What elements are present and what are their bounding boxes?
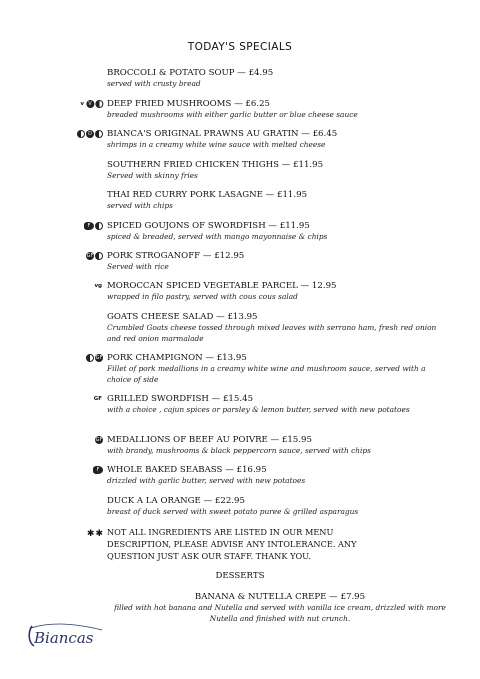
notice-text: NOT ALL INGREDIENTS ARE LISTED IN OUR MENU DESCRIPTION, PLEASE ADVISE ANY INTOLERANCE. ANY QUESTION JUST ASK OUR STAFF. THANK YOU. <box>107 527 357 561</box>
menu-item <box>95 353 447 385</box>
item-name: MEDALLIONS OF BEEF AU POIVRE — £15.95 <box>107 435 312 445</box>
menu-item <box>107 68 467 90</box>
menu-item <box>94 281 467 303</box>
allergy-notice <box>86 526 387 562</box>
dessert-description: filled with hot banana and Nutella and served with vanilla ice cream, drizzled with more Nutella and finished with nut crunch. <box>114 603 446 623</box>
gluten-icon <box>95 130 103 138</box>
dessert-name: BANANA & NUTELLA CREPE — £7.95 <box>194 592 366 602</box>
dessert-item <box>110 592 450 624</box>
menu-item <box>96 465 467 487</box>
item-description: with a choice , cajun spices or parsley & lemon butter, served with new potatoes <box>107 405 410 414</box>
biancas-logo <box>26 622 106 650</box>
item-description: served with chips <box>107 201 173 210</box>
fish-icon: F <box>84 222 94 230</box>
item-description: breast of duck served with sweet potato puree & grilled asparagus <box>107 507 359 516</box>
dairy-icon <box>95 252 103 260</box>
item-name: SPICED GOUJONS OF SWORDFISH — £11.95 <box>107 221 310 231</box>
item-name: SOUTHERN FRIED CHICKEN THIGHS — £11.95 <box>107 160 324 170</box>
gluten-icon <box>95 222 103 230</box>
dairy-icon: D <box>86 130 94 138</box>
allergen-icons <box>77 130 103 138</box>
menu-item <box>86 251 467 273</box>
allergen-icons <box>79 100 103 108</box>
menu-item <box>107 312 447 344</box>
menu-item <box>107 496 467 518</box>
item-description: drizzled with garlic butter, served with new potatoes <box>107 476 306 485</box>
item-name: THAI RED CURRY PORK LASAGNE — £11.95 <box>107 190 308 200</box>
item-name: DEEP FRIED MUSHROOMS — £6.25 <box>107 99 271 109</box>
item-description: wrapped in filo pastry, served with cous cous salad <box>107 292 298 301</box>
dairy-icon <box>86 354 94 362</box>
allergen-icons <box>93 282 103 290</box>
notice-icons <box>87 528 103 540</box>
item-name: GRILLED SWORDFISH — £15.45 <box>107 394 254 404</box>
logo-text: Biancas <box>34 629 94 647</box>
page-title: TODAY'S SPECIALS <box>187 41 293 53</box>
allergen-icons <box>86 252 103 260</box>
gluten-free-icon: GF <box>95 355 103 361</box>
item-description: Served with rice <box>107 262 169 271</box>
allergen-icons <box>95 436 103 444</box>
item-name: MOROCCAN SPICED VEGETABLE PARCEL — 12.95 <box>107 281 337 291</box>
item-name: PORK CHAMPIGNON — £13.95 <box>107 353 247 363</box>
gluten-free-icon: GF <box>86 253 94 259</box>
item-name: BROCCOLI & POTATO SOUP — £4.95 <box>107 68 274 78</box>
menu-item <box>93 394 447 416</box>
allergen-icons <box>93 395 103 403</box>
item-name: DUCK A LA ORANGE — £22.95 <box>107 496 245 506</box>
menu-item <box>107 190 467 212</box>
desserts-heading: DESSERTS <box>215 571 265 581</box>
vegetarian-icon: V <box>86 100 94 108</box>
item-description: breaded mushrooms with either garlic butter or blue cheese sauce <box>107 110 358 119</box>
crustacean-icon <box>77 130 85 138</box>
dairy-icon <box>95 100 103 108</box>
gluten-free-icon: GF <box>95 437 103 443</box>
item-name: WHOLE BAKED SEABASS — £16.95 <box>107 465 267 475</box>
item-description: Served with skinny fries <box>107 171 198 180</box>
allergen-icons <box>93 466 103 474</box>
item-description: Crumbled Goats cheese tossed through mixed leaves with serrano ham, fresh red onion and red onion marmalade <box>107 323 437 343</box>
item-name: BIANCA'S ORIGINAL PRAWNS AU GRATIN — £6.45 <box>107 129 338 139</box>
vegan-icon: vg <box>94 283 102 289</box>
vegan-icon: v <box>80 101 84 107</box>
menu-item <box>107 160 467 182</box>
allergen-icons <box>84 222 103 230</box>
item-description: Fillet of pork medallions in a creamy white wine and mushroom sauce, served with a choice of side <box>107 364 426 384</box>
item-description: shrimps in a creamy white wine sauce with melted cheese <box>107 140 326 149</box>
item-name: GOATS CHEESE SALAD — £13.95 <box>107 312 258 322</box>
asterisk-icon: ✱ <box>86 529 95 539</box>
allergen-icons <box>86 354 103 362</box>
item-name: PORK STROGANOFF — £12.95 <box>107 251 245 261</box>
item-description: spiced & breaded, served with mango mayonnaise & chips <box>107 232 328 241</box>
menu-item <box>80 99 467 121</box>
item-description: served with crusty bread <box>107 79 201 88</box>
menu-item <box>95 435 467 457</box>
asterisk-icon: ✱ <box>95 529 103 539</box>
menu-item <box>87 221 467 243</box>
fish-icon: F <box>93 466 103 474</box>
item-description: with brandy, mushrooms & black peppercorn sauce, served with chips <box>107 446 371 455</box>
menu-item <box>88 129 467 151</box>
gf-tag-icon: GF <box>93 396 102 402</box>
